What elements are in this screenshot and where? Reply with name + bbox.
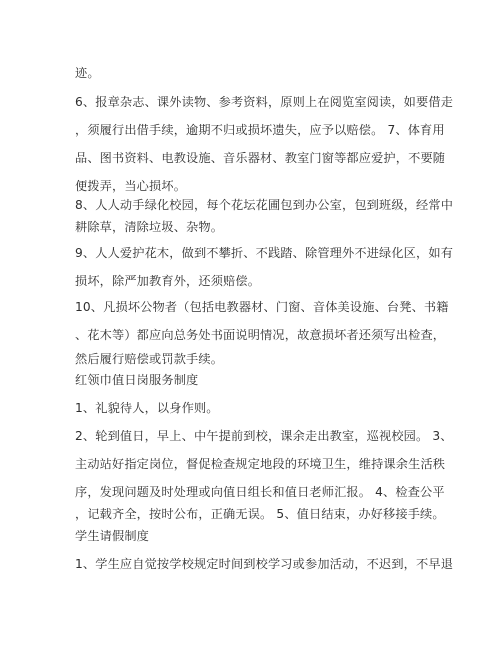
text-line: 迹。 [75,66,100,80]
text-line: 1、学生应自觉按学校规定时间到校学习或参加活动，不迟到，不早退 [75,557,454,571]
text-line: 6、报章杂志、课外读物、参考资料，原则上在阅览室阅读，如要借走 [75,95,454,109]
text-line: 主动站好指定岗位，督促检查规定地段的环境卫生，维持课余生活秩 [75,457,446,471]
text-line: 9、人人爱护花木，做到不攀折、不践踏、除管理外不进绿化区，如有 [75,246,454,260]
text-line: ，须履行出借手续，逾期不归或损坏遗失，应予以赔偿。 7、体育用 [75,123,445,137]
text-line: 损坏，除严加教育外，还须赔偿。 [75,274,261,288]
text-line: 序，发现问题及时处理或向值日组长和值日老师汇报。 4、检查公平 [75,485,445,499]
text-line: 耕除草，清除垃圾、杂物。 [75,220,224,234]
text-line: 品、图书资料、电教设施、音乐器材、教室门窗等都应爱护，不要随 [75,151,446,165]
text-line: 然后履行赔偿或罚款手续。 [75,352,224,366]
text-line: 便拨弄，当心损坏。 [75,179,187,193]
text-line: 10、凡损坏公物者（包括电教器材、门窗、音体美设施、台凳、书籍 [75,300,449,314]
text-line: 2、轮到值日，早上、中午提前到校，课余走出教室，巡视校园。 3、 [75,429,453,443]
section-heading: 学生请假制度 [75,529,150,543]
text-line: 、花木等）都应向总务处书面说明情况，故意损坏者还须写出检查， [75,328,446,342]
text-line: ，记载齐全，按时公布，正确无误。 5、值日结束，办好移接手续。 [75,507,445,521]
text-line: 8、人人动手绿化校园，每个花坛花圃包到办公室，包到班级，经常中 [75,198,454,212]
section-heading: 红领巾值日岗服务制度 [75,373,199,387]
text-line: 1、礼貌待人，以身作则。 [75,401,219,415]
